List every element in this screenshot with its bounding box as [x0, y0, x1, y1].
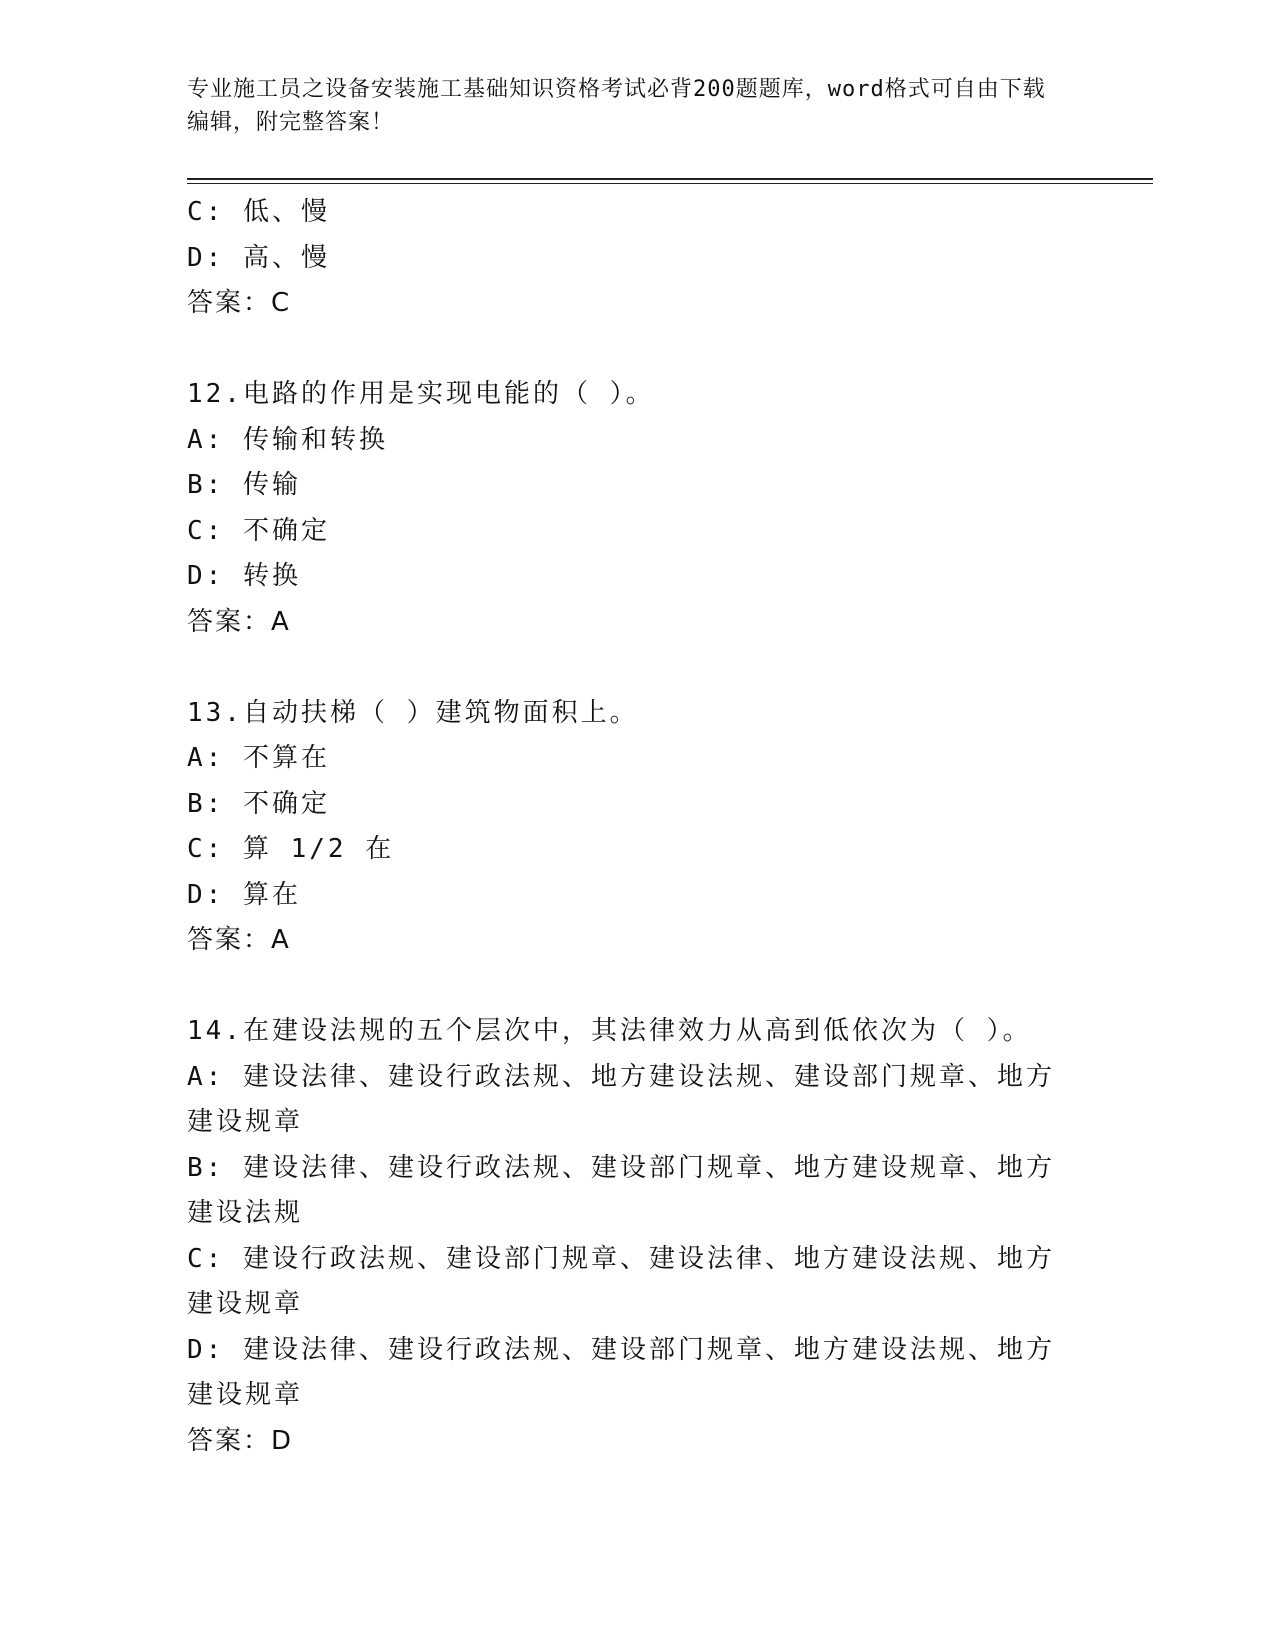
- answer: 答案：A: [187, 606, 291, 637]
- option-d: D: 算在: [187, 879, 301, 910]
- question-13: [187, 691, 1077, 964]
- question-content: [187, 190, 1077, 1464]
- option-a: A: 不算在: [187, 743, 330, 773]
- option-d: D: 建设法律、建设行政法规、建设部门规章、地方建设法规、地方建设规章: [187, 1334, 1055, 1410]
- option-c: C: 算 1/2 在: [187, 834, 395, 864]
- option-b: B: 不确定: [187, 788, 330, 819]
- option-a: A: 传输和转换: [187, 424, 388, 455]
- question-stem: 14.在建设法规的五个层次中，其法律效力从高到低依次为（ ）。: [187, 1016, 1032, 1046]
- question-12: [187, 372, 1077, 645]
- option-d: D: 转换: [187, 561, 301, 591]
- option-a: A: 建设法律、建设行政法规、地方建设法规、建设部门规章、地方建设规章: [187, 1061, 1055, 1137]
- option-b: B: 建设法律、建设行政法规、建设部门规章、地方建设规章、地方建设法规: [187, 1152, 1055, 1228]
- option-c: C: 不确定: [187, 515, 330, 546]
- option-d: D: 高、慢: [187, 242, 330, 273]
- option-c: C: 低、慢: [187, 197, 330, 227]
- question-11-continued: [187, 190, 1077, 327]
- answer: 答案：A: [187, 925, 291, 955]
- option-c: C: 建设行政法规、建设部门规章、建设法律、地方建设法规、地方建设规章: [187, 1243, 1055, 1319]
- answer: 答案：C: [187, 288, 292, 318]
- document-header: 专业施工员之设备安装施工基础知识资格考试必背200题题库，word格式可自由下载编辑，附完整答案！: [187, 77, 1046, 135]
- header-rule-thin: [187, 183, 1153, 184]
- option-b: B: 传输: [187, 470, 301, 500]
- question-stem: 12.电路的作用是实现电能的（ ）。: [187, 379, 655, 409]
- answer: 答案：D: [187, 1425, 294, 1456]
- header-rule-thick: [187, 178, 1153, 180]
- question-stem: 13.自动扶梯（ ）建筑物面积上。: [187, 697, 639, 728]
- question-14: [187, 1009, 1077, 1464]
